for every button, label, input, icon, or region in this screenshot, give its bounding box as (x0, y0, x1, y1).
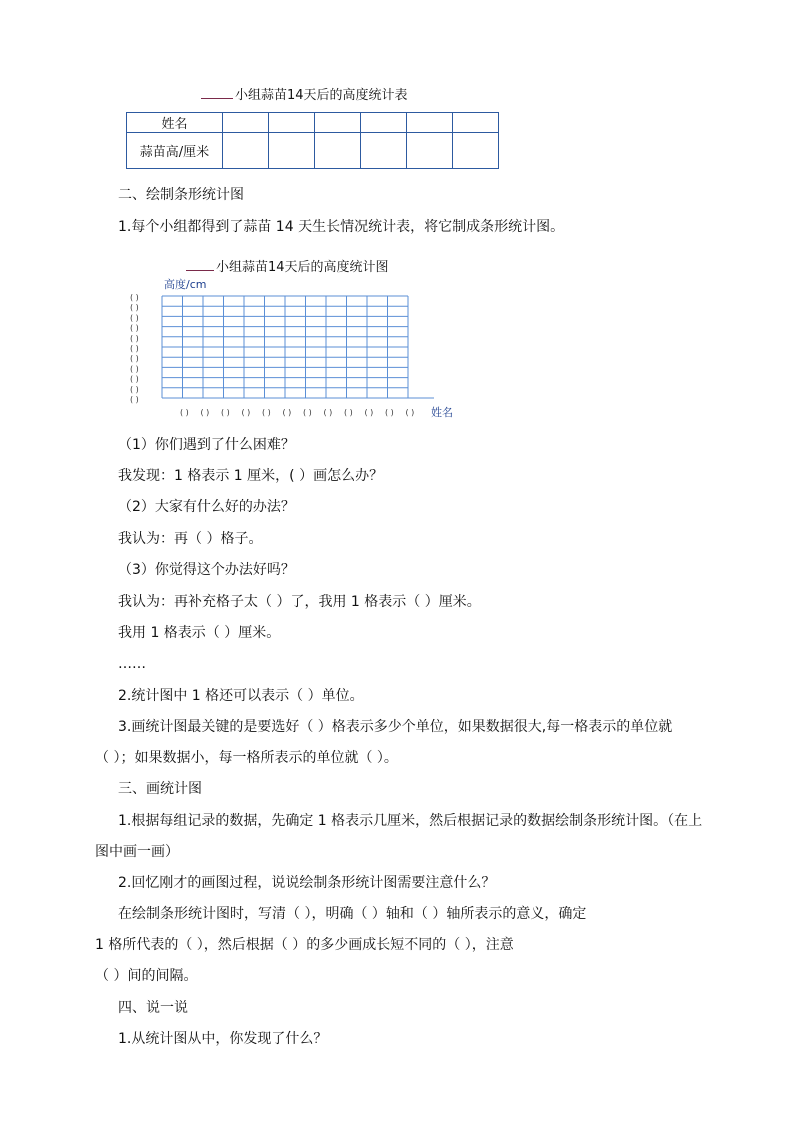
chart-title (186, 256, 389, 276)
table-cell (407, 113, 453, 133)
table-cell (361, 113, 407, 133)
y-tick-label: ( ) (130, 303, 139, 313)
a1-3b: 我用 1 格表示（ ）厘米。 (118, 625, 281, 641)
q3b: （ ）；如果数据小，每一格所表示的单位就（ ）。 (95, 750, 398, 766)
y-tick-label: ( ) (130, 384, 139, 394)
x-tick-label: ( ) (282, 408, 292, 417)
table-title-text: 小组蒜苗14天后的高度统计表 (235, 88, 408, 103)
x-tick-label: ( ) (405, 408, 415, 417)
table-cell (453, 113, 499, 133)
y-tick-label: ( ) (130, 364, 139, 374)
chart-ylabel: 高度/cm (164, 278, 207, 291)
q1-2: （2）大家有什么好的办法？ (118, 499, 295, 515)
s3-p2: 1 格所代表的（ ），然后根据（ ）的多少画成长短不同的（ ），注意 (95, 937, 514, 953)
table-title (201, 84, 408, 104)
table-row1-label: 姓名 (127, 113, 223, 133)
y-tick-label: ( ) (130, 293, 139, 302)
table-cell (407, 133, 453, 169)
x-tick-label: ( ) (303, 408, 312, 417)
q3a: 3.画统计图最关键的是要选好（ ）格表示多少个单位，如果数据很大,每一格表示的单位就 (118, 719, 673, 735)
s3-q1a: 1.根据每组记录的数据，先确定 1 格表示几厘米，然后根据记录的数据绘制条形统计图。（在上 (118, 813, 703, 829)
table-cell (315, 113, 361, 133)
section2-heading: 二、绘制条形统计图 (118, 187, 244, 203)
y-tick-label: ( ) (130, 354, 139, 364)
s3-p3: （ ）间的间隔。 (95, 968, 198, 984)
a1-3a: 我认为：再补充格子太（ ）了，我用 1 格表示（ ）厘米。 (118, 594, 481, 610)
section2-q1: 1.每个小组都得到了蒜苗 14 天生长情况统计表，将它制成条形统计图。 (118, 219, 565, 235)
section4-heading: 四、说一说 (118, 1000, 188, 1016)
section3-heading: 三、画统计图 (118, 781, 202, 797)
table-cell (223, 133, 269, 169)
table-row2-label: 蒜苗高/厘米 (127, 133, 223, 169)
chart-xlabel: 姓名 (431, 406, 453, 419)
y-tick-label: ( ) (130, 374, 139, 384)
ellipsis: …… (118, 656, 146, 672)
q2: 2.统计图中 1 格还可以表示（ ）单位。 (118, 688, 364, 704)
x-tick-label: ( ) (241, 408, 251, 417)
a1-2: 我认为：再（ ）格子。 (118, 531, 263, 547)
group-blank (201, 84, 233, 99)
x-tick-label: ( ) (385, 408, 394, 417)
y-tick-label: ( ) (130, 323, 139, 333)
s4-q1: 1.从统计图从中，你发现了什么？ (118, 1031, 328, 1047)
s3-q2: 2.回忆刚才的画图过程，说说绘制条形统计图需要注意什么？ (118, 875, 496, 891)
table-cell (223, 113, 269, 133)
table-cell (269, 133, 315, 169)
table-cell (453, 133, 499, 169)
a1-1: 我发现：1 格表示 1 厘米，( ）画怎么办？ (118, 468, 384, 484)
x-tick-label: ( ) (364, 408, 374, 417)
s3-p1: 在绘制条形统计图时，写清（ ），明确（ ）轴和（ ）轴所表示的意义，确定 (118, 906, 587, 922)
bar-chart (120, 286, 440, 418)
chart-group-blank (186, 256, 214, 271)
y-tick-label: ( ) (130, 344, 139, 353)
x-tick-label: ( ) (180, 408, 189, 417)
x-tick-label: ( ) (323, 408, 333, 417)
y-tick-label: ( ) (130, 333, 139, 343)
chart-title-text: 小组蒜苗14天后的高度统计图 (216, 260, 389, 275)
q1-1: （1）你们遇到了什么困难？ (118, 437, 295, 453)
stats-table (126, 112, 499, 169)
table-cell (361, 133, 407, 169)
x-tick-label: ( ) (200, 408, 210, 417)
s3-q1b: 图中画一画） (95, 844, 179, 860)
y-tick-label: ( ) (130, 395, 139, 404)
x-tick-label: ( ) (344, 408, 353, 417)
table-cell (315, 133, 361, 169)
q1-3: （3）你觉得这个办法好吗？ (118, 562, 295, 578)
x-tick-label: ( ) (221, 408, 230, 417)
y-tick-label: ( ) (130, 313, 139, 323)
table-cell (269, 113, 315, 133)
x-tick-label: ( ) (262, 408, 271, 417)
